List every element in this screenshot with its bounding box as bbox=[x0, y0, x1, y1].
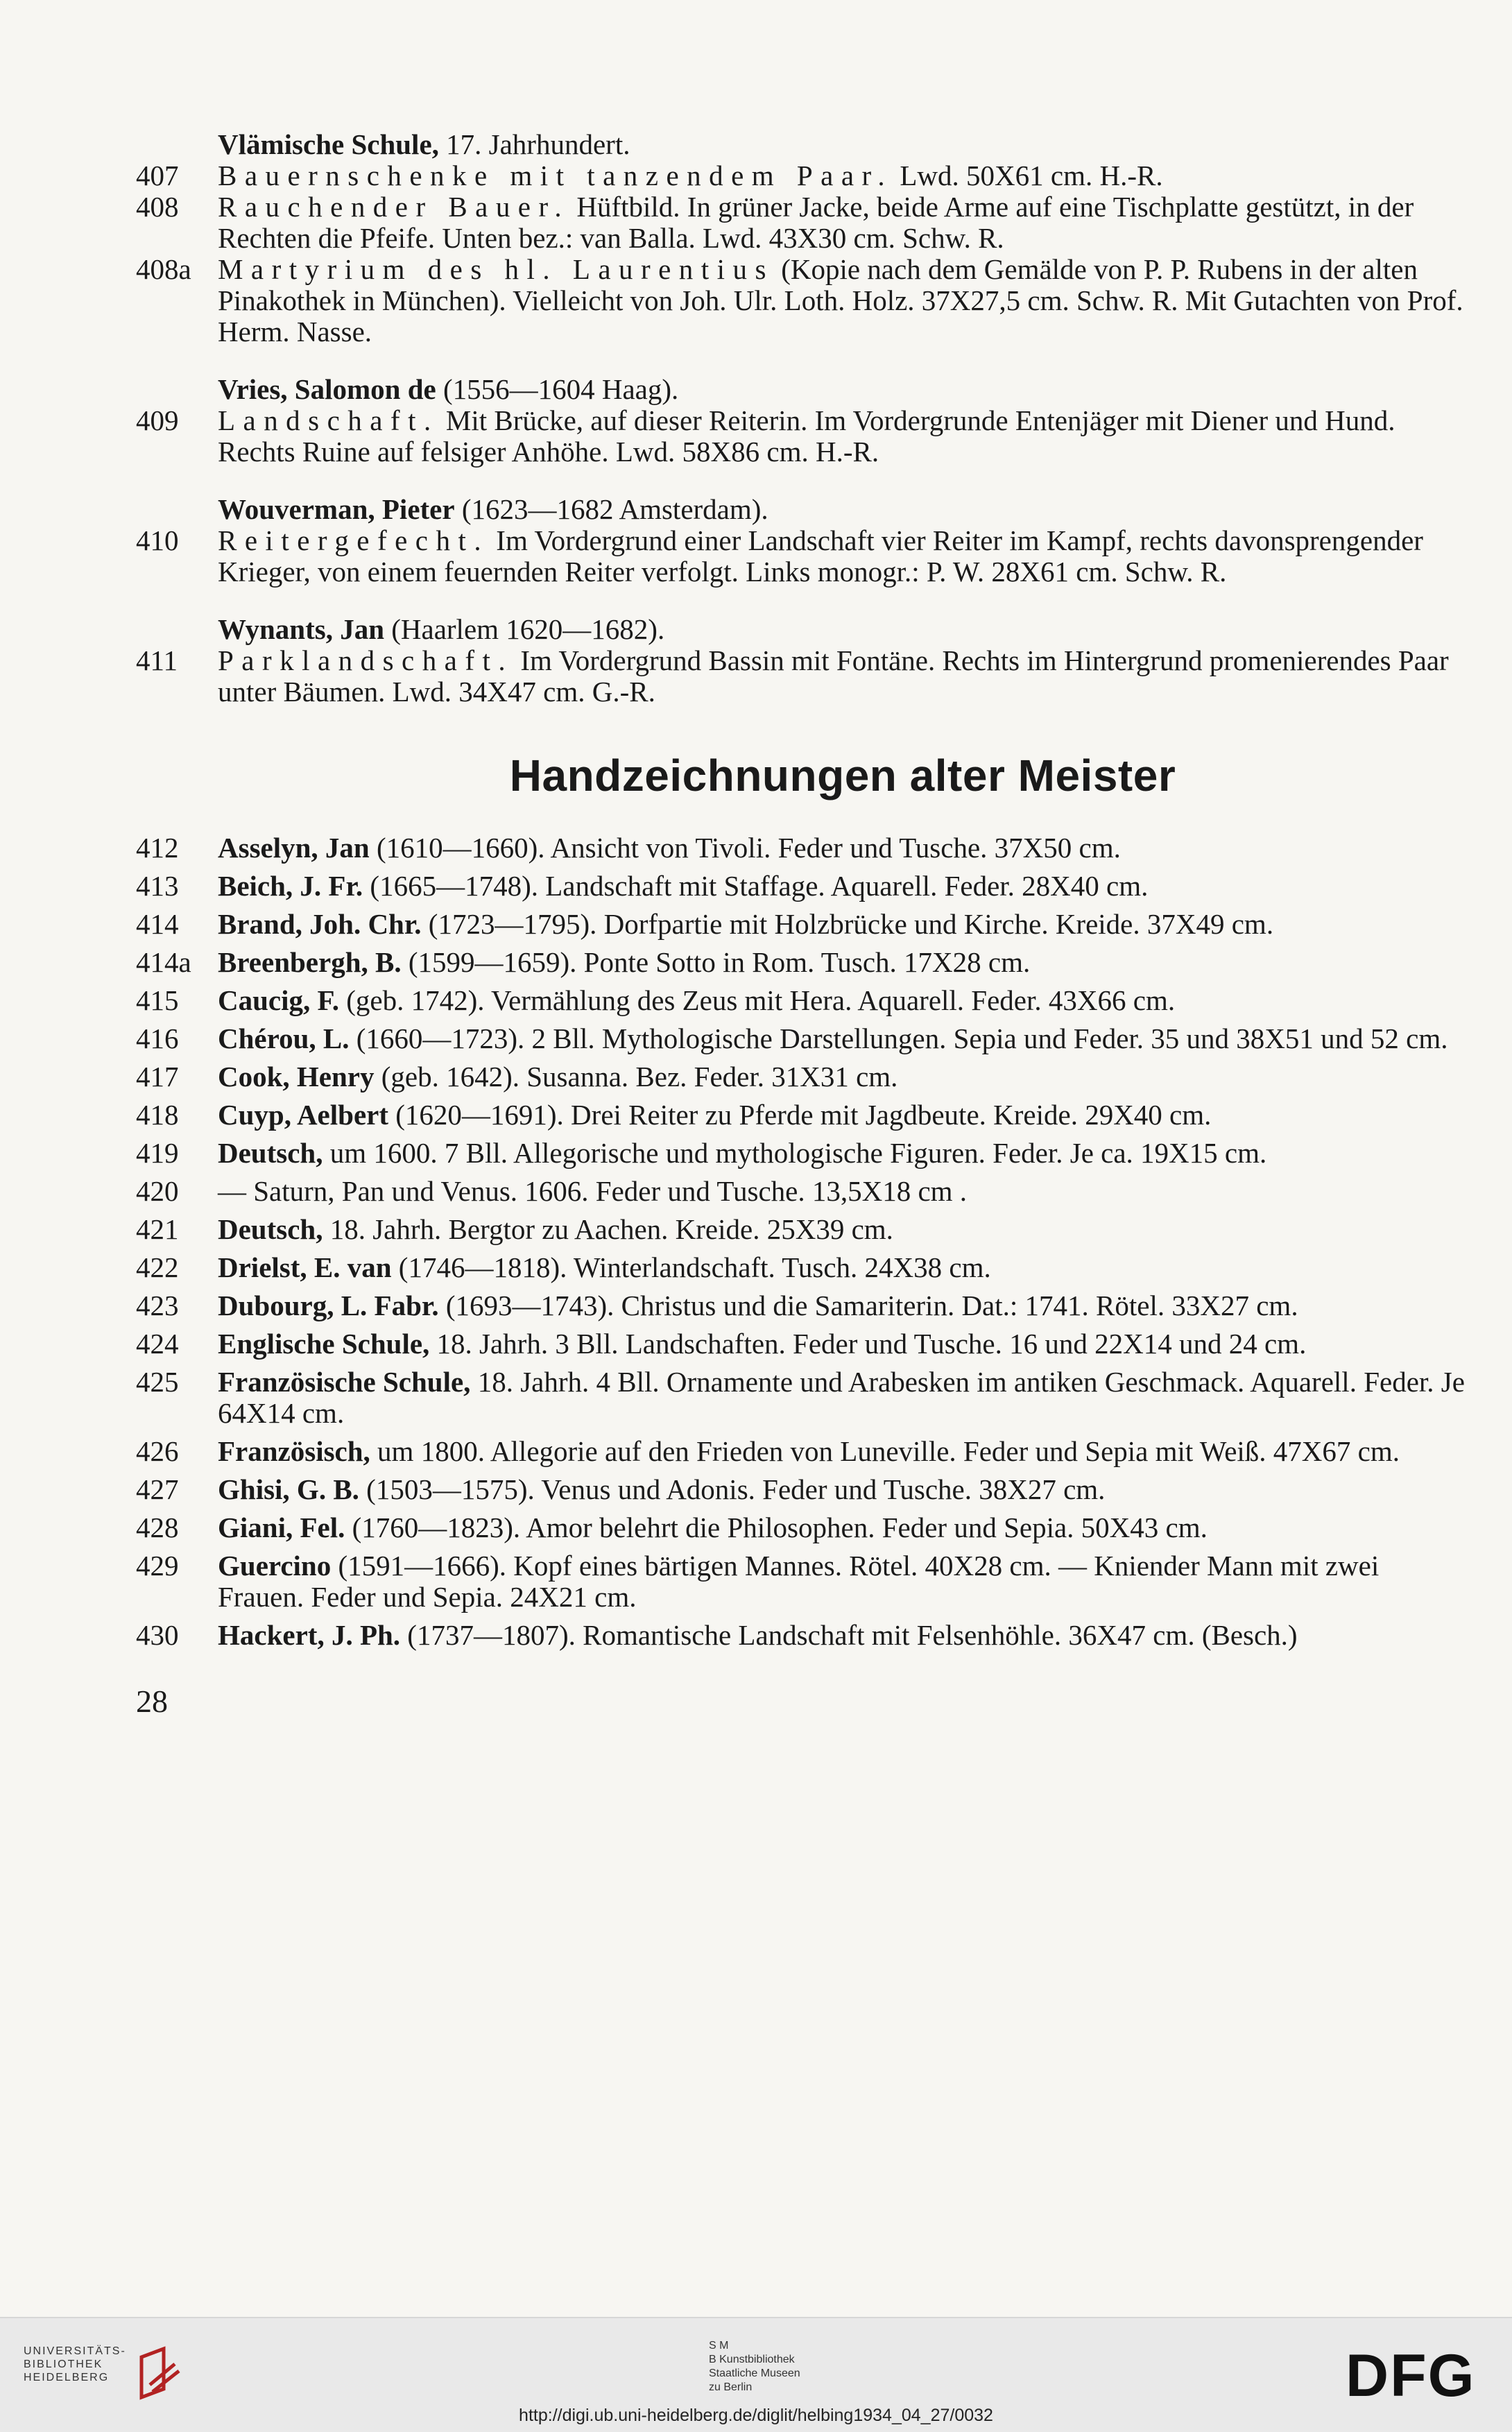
entry-number: 427 bbox=[136, 1473, 179, 1505]
entry-description: (1723—1795). Dorfpartie mit Holzbrücke und Kirche. Kreide. 37X49 cm. bbox=[421, 908, 1274, 940]
viewer-footer bbox=[0, 2317, 1512, 2432]
entry-number: 408 bbox=[136, 191, 179, 223]
artist-group bbox=[136, 374, 1468, 468]
museum-stamp bbox=[709, 2339, 800, 2395]
artist-group bbox=[136, 494, 1468, 588]
artist-name: Giani, Fel. bbox=[218, 1512, 345, 1543]
artist-info: (Haarlem 1620—1682). bbox=[384, 613, 665, 645]
entry-description: — Saturn, Pan und Venus. 1606. Feder und Tusche. 13,5X18 cm . bbox=[218, 1175, 968, 1207]
stamp-line: Staatliche Museen bbox=[709, 2367, 800, 2379]
entry-description: (1737—1807). Romantische Landschaft mit Felsenhöhle. 36X47 cm. (Besch.) bbox=[400, 1619, 1298, 1651]
artist-name: Beich, J. Fr. bbox=[218, 870, 363, 902]
entry-number: 421 bbox=[136, 1213, 179, 1245]
drawing-entry bbox=[136, 1099, 1468, 1131]
drawing-entry bbox=[136, 1176, 1468, 1207]
entry-description: Lwd. 50X61 cm. H.-R. bbox=[893, 160, 1163, 191]
artist-info: (1556—1604 Haag). bbox=[436, 373, 679, 405]
entry-description: Hüftbild. In grüner Jacke, beide Arme auf eine Tischplatte gestützt, in der Rechten die Pfeife. Unten bez.: van Balla. Lwd. 43X30 cm. Schw. R. bbox=[218, 191, 1414, 254]
artist-name: Englische Schule, bbox=[218, 1328, 430, 1360]
artist-name: Wynants, Jan bbox=[218, 613, 384, 645]
catalog-content bbox=[136, 129, 1468, 1717]
entry-description: (1665—1748). Landschaft mit Staffage. Aquarell. Feder. 28X40 cm. bbox=[363, 870, 1149, 902]
entry-description: (geb. 1742). Vermählung des Zeus mit Hera. Aquarell. Feder. 43X66 cm. bbox=[339, 984, 1176, 1016]
entry-description: (1620—1691). Drei Reiter zu Pferde mit Jagdbeute. Kreide. 29X40 cm. bbox=[388, 1099, 1212, 1131]
stamp-line: S M bbox=[709, 2340, 729, 2352]
entry-number: 419 bbox=[136, 1137, 179, 1169]
dfg-logo[interactable]: DFG bbox=[1346, 2343, 1476, 2409]
entry-description: (Kopie nach dem Gemälde von P. P. Rubens in der alten Pinakothek in München). Vielleicht von Joh. Ulr. Loth. Holz. 37X27,5 cm. Schw. R. Mit Gutachten von Prof. Herm. Nasse. bbox=[218, 253, 1463, 348]
entry-title: Landschaft. bbox=[218, 404, 439, 436]
entry-description: (1760—1823). Amor belehrt die Philosophen. Feder und Sepia. 50X43 cm. bbox=[345, 1512, 1208, 1543]
drawing-entry bbox=[136, 1290, 1468, 1321]
drawing-entry bbox=[136, 1620, 1468, 1651]
artist-name: Asselyn, Jan bbox=[218, 832, 370, 864]
drawing-entry bbox=[136, 1252, 1468, 1283]
drawing-entry bbox=[136, 1214, 1468, 1245]
entry-number: 423 bbox=[136, 1290, 179, 1321]
artist-group bbox=[136, 614, 1468, 708]
entry-description: um 1800. Allegorie auf den Frieden von Luneville. Feder und Sepia mit Weiß. 47X67 cm. bbox=[370, 1435, 1400, 1467]
entry-description: (1746—1818). Winterlandschaft. Tusch. 24X38 cm. bbox=[391, 1251, 991, 1283]
entry-number: 409 bbox=[136, 404, 179, 436]
artist-name: Drielst, E. van bbox=[218, 1251, 392, 1283]
drawing-entry bbox=[136, 1367, 1468, 1429]
entry-number: 430 bbox=[136, 1619, 179, 1651]
entry-number: 424 bbox=[136, 1328, 179, 1360]
painting-groups bbox=[136, 129, 1468, 708]
entry-title: Parklandschaft. bbox=[218, 644, 514, 676]
entry-number: 410 bbox=[136, 524, 179, 556]
entry-number: 412 bbox=[136, 832, 179, 864]
page-number: 28 bbox=[136, 1684, 168, 1719]
entry-title: Reitergefecht. bbox=[218, 524, 490, 556]
artist-name: Dubourg, L. Fabr. bbox=[218, 1290, 439, 1321]
artist-name: Vlämische Schule, bbox=[218, 128, 439, 160]
artist-heading bbox=[136, 374, 1468, 405]
entry-number: 418 bbox=[136, 1099, 179, 1131]
artist-name: Hackert, J. Ph. bbox=[218, 1619, 401, 1651]
entry-number: 417 bbox=[136, 1061, 179, 1093]
entry-description: 18. Jahrh. 4 Bll. Ornamente und Arabesken im antiken Geschmack. Aquarell. Feder. Je 64X14 cm. bbox=[218, 1366, 1465, 1429]
drawing-entry bbox=[136, 947, 1468, 978]
university-library-logo[interactable] bbox=[24, 2345, 126, 2384]
entry-number: 414a bbox=[136, 946, 191, 978]
entry-number: 408a bbox=[136, 253, 191, 285]
entry-description: (1660—1723). 2 Bll. Mythologische Darstellungen. Sepia und Feder. 35 und 38X51 und 52 cm. bbox=[349, 1022, 1448, 1054]
catalog-entry bbox=[136, 525, 1468, 588]
entry-number: 413 bbox=[136, 870, 179, 902]
entry-description: (1693—1743). Christus und die Samariterin. Dat.: 1741. Rötel. 33X27 cm. bbox=[438, 1290, 1298, 1321]
entry-number: 422 bbox=[136, 1251, 179, 1283]
drawing-entry bbox=[136, 909, 1468, 940]
artist-name: Breenbergh, B. bbox=[218, 946, 402, 978]
entry-number: 426 bbox=[136, 1435, 179, 1467]
uni-logo-line: HEIDELBERG bbox=[24, 2372, 110, 2383]
catalog-entry bbox=[136, 405, 1468, 468]
entry-number: 416 bbox=[136, 1022, 179, 1054]
artist-heading bbox=[136, 129, 1468, 160]
entry-title: Bauernschenke mit tanzendem Paar. bbox=[218, 160, 893, 191]
drawing-entry bbox=[136, 871, 1468, 902]
catalog-entry bbox=[136, 254, 1468, 348]
entry-number: 428 bbox=[136, 1512, 179, 1543]
artist-name: Chérou, L. bbox=[218, 1022, 350, 1054]
drawing-entry bbox=[136, 1061, 1468, 1093]
entry-description: 18. Jahrh. 3 Bll. Landschaften. Feder und Tusche. 16 und 22X14 und 24 cm. bbox=[429, 1328, 1307, 1360]
section-heading: Handzeichnungen alter Meister bbox=[509, 751, 1176, 800]
artist-heading bbox=[136, 614, 1468, 645]
entry-number: 425 bbox=[136, 1366, 179, 1398]
uni-logo-line: UNIVERSITÄTS- bbox=[24, 2345, 126, 2357]
entry-number: 407 bbox=[136, 160, 179, 191]
entry-description: (1599—1659). Ponte Sotto in Rom. Tusch. 17X28 cm. bbox=[401, 946, 1031, 978]
entry-description: 18. Jahrh. Bergtor zu Aachen. Kreide. 25X39 cm. bbox=[323, 1213, 893, 1245]
artist-name: Vries, Salomon de bbox=[218, 373, 436, 405]
entry-description: (1610—1660). Ansicht von Tivoli. Feder und Tusche. 37X50 cm. bbox=[369, 832, 1121, 864]
artist-name: Guercino bbox=[218, 1550, 332, 1582]
entry-description: Mit Brücke, auf dieser Reiterin. Im Vordergrunde Entenjäger mit Diener und Hund. Rechts Ruine auf felsiger Anhöhe. Lwd. 58X86 cm. H.-R. bbox=[218, 404, 1395, 468]
drawing-list bbox=[136, 832, 1468, 1651]
artist-heading bbox=[136, 494, 1468, 525]
artist-group bbox=[136, 129, 1468, 348]
university-mark-icon bbox=[136, 2343, 184, 2403]
uni-logo-line: BIBLIOTHEK bbox=[24, 2358, 103, 2370]
entry-number: 411 bbox=[136, 644, 178, 676]
entry-number: 415 bbox=[136, 984, 179, 1016]
drawing-entry bbox=[136, 1512, 1468, 1543]
drawing-entry bbox=[136, 1550, 1468, 1613]
artist-name: Brand, Joh. Chr. bbox=[218, 908, 422, 940]
stamp-line: B Kunstbibliothek bbox=[709, 2354, 795, 2365]
artist-name: Deutsch, bbox=[218, 1213, 323, 1245]
stamp-line: zu Berlin bbox=[709, 2381, 753, 2393]
entry-description: um 1600. 7 Bll. Allegorische und mythologische Figuren. Feder. Je ca. 19X15 cm. bbox=[323, 1137, 1267, 1169]
artist-info: 17. Jahrhundert. bbox=[438, 128, 630, 160]
entry-description: (1503—1575). Venus und Adonis. Feder und Tusche. 38X27 cm. bbox=[359, 1473, 1106, 1505]
artist-name: Französische Schule, bbox=[218, 1366, 471, 1398]
drawing-entry bbox=[136, 1138, 1468, 1169]
entry-description: (1591—1666). Kopf eines bärtigen Mannes. Rötel. 40X28 cm. — Kniender Mann mit zwei Frauen. Feder und Sepia. 24X21 cm. bbox=[218, 1550, 1380, 1613]
drawing-entry bbox=[136, 1474, 1468, 1505]
entry-number: 420 bbox=[136, 1175, 179, 1207]
entry-description: Im Vordergrund einer Landschaft vier Reiter im Kampf, rechts davonsprengender Krieger, von einem feuernden Reiter verfolgt. Links monogr.: P. W. 28X61 cm. Schw. R. bbox=[218, 524, 1423, 588]
artist-name: Deutsch, bbox=[218, 1137, 323, 1169]
artist-name: Ghisi, G. B. bbox=[218, 1473, 359, 1505]
entry-description: (geb. 1642). Susanna. Bez. Feder. 31X31 cm. bbox=[374, 1061, 898, 1093]
entry-description: Im Vordergrund Bassin mit Fontäne. Rechts im Hintergrund promenierendes Paar unter Bäumen. Lwd. 34X47 cm. G.-R. bbox=[218, 644, 1449, 708]
artist-info: (1623—1682 Amsterdam). bbox=[454, 493, 768, 525]
artist-name: Wouverman, Pieter bbox=[218, 493, 455, 525]
artist-name: Cuyp, Aelbert bbox=[218, 1099, 388, 1131]
artist-name: Caucig, F. bbox=[218, 984, 340, 1016]
artist-name: Französisch, bbox=[218, 1435, 370, 1467]
catalog-entry bbox=[136, 191, 1468, 254]
artist-name: Cook, Henry bbox=[218, 1061, 375, 1093]
entry-title: Rauchender Bauer. bbox=[218, 191, 570, 223]
permalink-url[interactable]: http://digi.ub.uni-heidelberg.de/diglit/helbing1934_04_27/0032 bbox=[519, 2406, 993, 2425]
entry-number: 414 bbox=[136, 908, 179, 940]
drawing-entry bbox=[136, 1436, 1468, 1467]
drawing-entry bbox=[136, 1023, 1468, 1054]
drawing-entry bbox=[136, 1328, 1468, 1360]
entry-title: Martyrium des hl. Laurentius bbox=[218, 253, 774, 285]
entry-number: 429 bbox=[136, 1550, 179, 1582]
drawing-entry bbox=[136, 985, 1468, 1016]
catalog-entry bbox=[136, 160, 1468, 191]
drawing-entry bbox=[136, 832, 1468, 864]
catalog-entry bbox=[136, 645, 1468, 708]
